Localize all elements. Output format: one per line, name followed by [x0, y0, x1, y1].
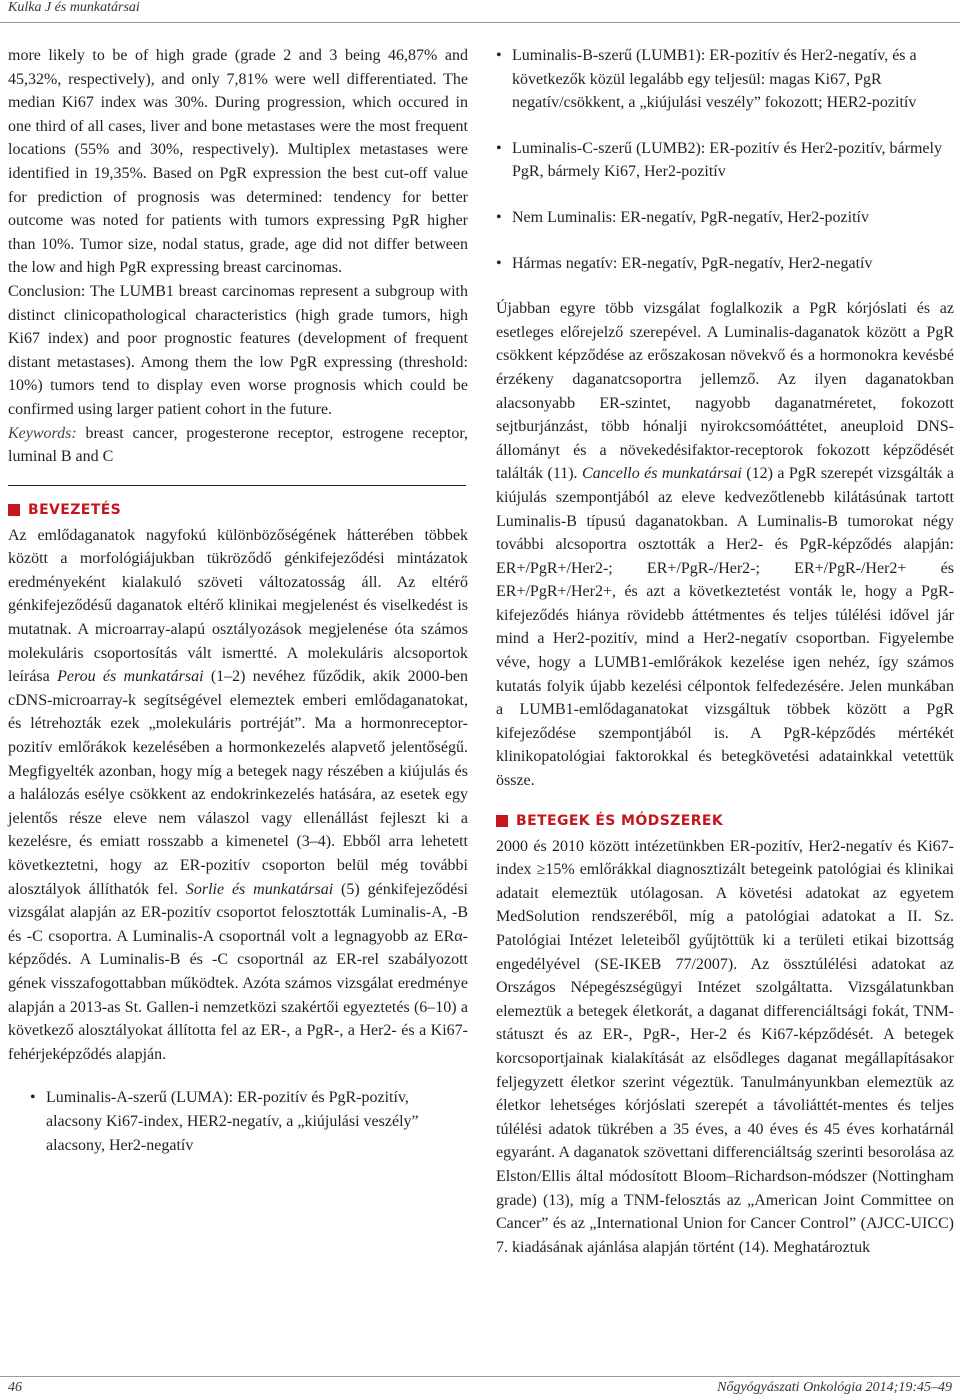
section-heading-methods — [496, 811, 954, 831]
abstract-conclusion: Conclusion: The LUMB1 breast carcinomas represent a subgroup with distinct clinicopathological characteristics (high grade tumors, high Ki67 index) and poor prognostic features (development of frequent distant metastases). Among them the low PgR expressing (threshold: 10%) tumors tend to display even worse prognosis which could be confirmed using larger patient cohort in the future. — [8, 282, 468, 418]
section-square-icon — [496, 815, 508, 827]
section-square-icon — [8, 504, 20, 516]
intro-cite-perou: Perou és munkatársai — [57, 668, 204, 686]
abstract-continuation: more likely to be of high grade (grade 2 and 3 being 46,87% and 45,32%, respectively), and only 7,81% were well differentiated. The median Ki67 index was 30%. During progression, which occured in one third of all cases, liver and bone metastases were the most frequent locations (55% and 30%, respectively). Multiplex metastases were identified in 19,35%. Based on PgR expression the best cut-off value for prediction of prognosis was determined: tendency for better outcome was noted for patients with tumors expressing PgR higher than 10%. Tumor size, nodal status, grade, age did not differ between the low and high PgR expressing breast carcinomas. — [8, 47, 468, 277]
subtype-list-left — [8, 1086, 468, 1157]
keywords — [8, 422, 468, 469]
intro-text-2: (1–2) nevéhez fűződik, akik 2000-ben cDNS-microarray-k segítségével elemeztek emberi emlődaganatokat, és létrehozták ezek „molekuláris portréját”. Ma a hormonreceptor-pozitív emlőrákok kezelésében a hormonkezelés alapvető jelentőségű. Megfigyelték azonban, hogy míg a betegek nagy részében a kiújulás és a halálozás esélye csökkent az endokrinkezelés hatására, az esetek egy jelentős része eleve nem válaszol vagy ellenállást fejleszt ki a kezelésre, és emiatt rosszabb a kimenetel (3–4). Ebből arra lehetett következtetni, hogy az ER-pozitív csoporton belül még további alosztályok állíthatók fel. — [8, 668, 468, 898]
cite-cancello: Cancello és munkatársai — [581, 465, 742, 483]
journal-citation: Nőgyógyászati Onkológia 2014;19:45–49 — [717, 1380, 952, 1395]
list-item: • Hármas negatív: ER-negatív, PgR-negatív, Her2-negatív — [496, 252, 954, 276]
subtype-list-right — [496, 44, 954, 275]
list-item: • Luminalis-C-szerű (LUMB2): ER-pozitív és Her2-pozitív, bármely PgR, bármely Ki67, Her2-pozitív — [496, 137, 954, 184]
keywords-text: breast cancer, progesterone receptor, estrogene receptor, luminal B and C — [8, 424, 468, 466]
pgr-paragraph — [496, 297, 954, 792]
list-item: • Luminalis-A-szerű (LUMA): ER-pozitív és PgR-pozitív, alacsony Ki67-index, HER2-negatív, a „kiújulási veszély” alacsony, Her2-negatív — [30, 1086, 468, 1157]
list-item: • Luminalis-B-szerű (LUMB1): ER-pozitív és Her2-negatív, és a következők közül legalább egy teljesül: magas Ki67, PgR negatív/csökkent, a „kiújulási veszély” fokozott; HER2-pozitív — [496, 44, 954, 115]
intro-paragraph — [8, 524, 468, 1067]
section-title-intro: BEVEZETÉS — [28, 501, 122, 518]
section-title-methods: BETEGEK ÉS MÓDSZEREK — [516, 812, 724, 829]
header-rule — [0, 22, 960, 23]
pgr-text-2: (12) a PgR szerepét vizsgálták a kiújulás szempontjából az eleve kedvezőtlenebb kilátásúnak tartott Luminalis-B típusú daganatokban. A Luminalis-B tumorokat négy további alcsoportra osztották a Her2- és PgR-képződés alapján: ER+/PgR+/Her2-; ER+/PgR-/Her2-; ER+/PgR-/Her2+ és ER+/PgR+/Her2+, és azt a következtetést vonták le, hogy a PgR-kifejeződés hiánya rövidebb áttétmentes és teljes túlélési idővel jár mind a Her2-pozitív, mind a Her2-negatív csoportban. Figyelembe véve, hogy a LUMB1-emlőrákok kezelése igen nehéz, így számos kutatás folyik újabb kezelési célpontok felfedezésére. Jelen munkában a LUMB1-emlődaganatokat vizsgáltuk többek között a PgR kifejeződése szempontjából is. A PgR-képződés mértékét klinikopatológiai faktorokkal és betegkövetési adatainkkal vetettük össze. — [496, 465, 955, 790]
intro-text-1: Az emlődaganatok nagyfokú különbözőségének hátterében többek között a morfológiájukban tükröződő génkifejeződési mintázatok eredményeként kialakuló szöveti változatosság áll. Az eltérő génkifejeződésű daganatok eltérő klinikai megjelenést és viselkedést is mutatnak. A microarray-alapú osztályozások megjelenése óta számos molekuláris csoportosítás vált ismertté. A molekuláris alcsoportok leírása — [8, 526, 468, 686]
intro-text-3: (5) génkifejeződési vizsgálat alapján az ER-pozitív csoportot felosztották Luminalis-A, -B és -C csoportra. A Luminalis-A csoportnál volt a legnagyobb az ERα-képződés. A Luminalis-B és -C csoportnál az ER-rel szabályozott gének visszafogottabban működtek. Azóta számos vizsgálat eredménye alapján a 2013-as St. Gallen-i nemzetközi szakértői egyeztetés (6–10) a következő alosztályokat állította fel az ER-, a PgR-, a Her2- és a Ki67-fehérjeképződés alapján. — [8, 880, 469, 1063]
keywords-label: Keywords: — [8, 424, 77, 442]
running-head: Kulka J és munkatársai — [8, 0, 140, 15]
page-number: 46 — [8, 1380, 22, 1395]
list-item: • Nem Luminalis: ER-negatív, PgR-negatív, Her2-pozitív — [496, 206, 954, 230]
footer-rule — [0, 1376, 960, 1377]
section-heading-intro — [8, 500, 468, 520]
pgr-text-1: Újabban egyre több vizsgálat foglalkozik a PgR kórjóslati és az esetleges előrejelző szerepével. A Luminalis-daganatok között a PgR csökkent képződése az erőszakosan növekvő és a hormonokra kevésbé érzékeny daganatcsoportra jellemző. Az ilyen daganatokban alacsonyabb ER-szintet, nagyobb daganatméretet, fokozott sejtburjánzást, több hónalji nyirokcsomóáttétet, aneuploid DNS-állományt és a növekedésifaktor-receptorok fokozott képződését találták (11). — [496, 300, 954, 483]
intro-cite-sorlie: Sorlie és munkatársai — [185, 880, 334, 898]
methods-paragraph: 2000 és 2010 között intézetünkben ER-pozitív, Her2-negatív és Ki67-index ≥15% emlőrákkal diagnosztizált betegeink patológiai és klinikai adatait elemeztük utólagosan. A követési adatokat az egyetem MedSolution rendszeréből, míg a patológiai adatokat a II. Sz. Patológiai Intézet leleteiből gyűjtöttük ki a területi etikai bizottság engedélyével (SE-IKEB 77/2007). Az össztúlélési adatokat az Országos Népegészségügyi Intézet szolgáltatta. Vizsgálatunkban elemeztük a betegek életkorát, a daganat differenciáltsági fokát, TNM-státuszt és az ER-, PgR-, Her-2 és Ki67-képződését. A betegek korcsoportjainak kialakítását az elsődleges daganat megállapításakor feljegyzett életkor szerint végeztük. Tanulmányunkban elemeztük az életkor lehetséges kórjóslati szerepét a távoliáttét-mentes és teljes túlélési adatok tükrében a 35 éves, a 40 éves és 45 éves korhatárnál egyaránt. A daganatok szövettani differenciáltság szerinti besorolása az Elston/Ellis által módosított Bloom–Richardson-módszer (Nottingham grade) (13), míg a TNM-felosztás az „American Joint Committee on Cancer” és az „International Union for Cancer Control” (AJCC-UICC) 7. kiadásának ajánlása alapján történt (14). Meghatároztuk — [496, 837, 954, 1256]
abstract-divider — [8, 485, 466, 486]
left-column — [8, 44, 468, 1157]
right-column — [496, 44, 954, 1259]
